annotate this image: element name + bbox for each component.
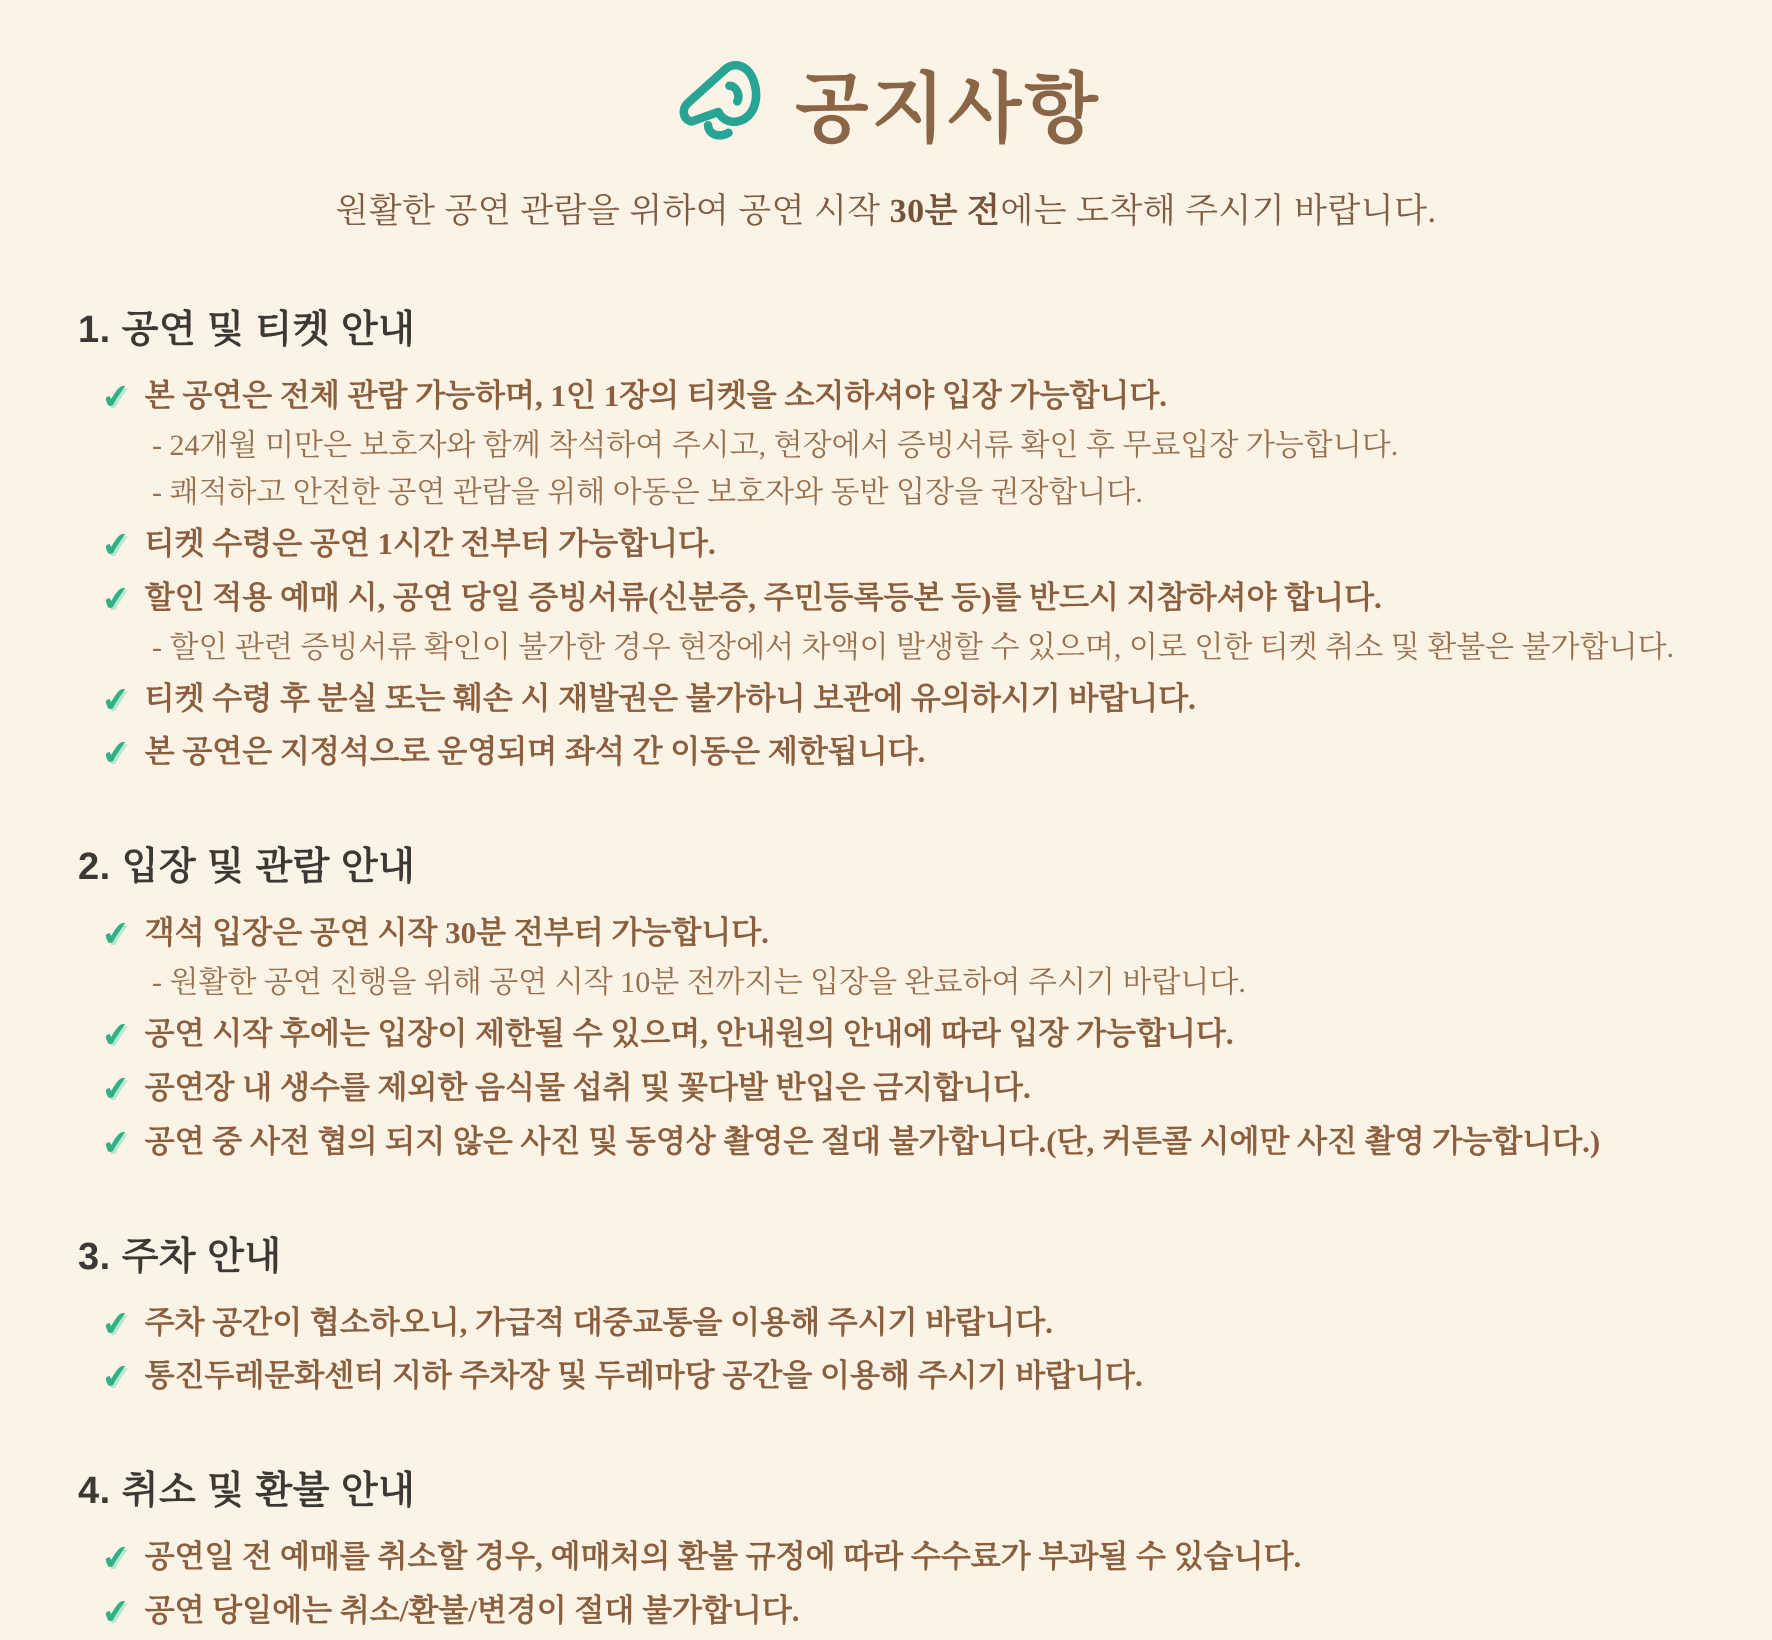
item-text: 공연 당일에는 취소/환불/변경이 절대 불가합니다. <box>144 1593 800 1629</box>
item-row <box>102 373 1694 421</box>
list-item <box>102 1119 1694 1167</box>
check-icon: ✔ <box>100 579 131 620</box>
item-row <box>102 1300 1694 1348</box>
list-item <box>102 1588 1694 1636</box>
subtitle <box>78 183 1694 232</box>
notice-section <box>78 1459 1694 1636</box>
item-row <box>102 1353 1694 1401</box>
item-text: 티켓 수령 후 분실 또는 훼손 시 재발권은 불가하니 보관에 유의하시기 바랍니다. <box>144 680 1196 716</box>
megaphone-icon <box>671 51 775 155</box>
item-list <box>78 910 1694 1166</box>
item-row <box>102 1119 1694 1167</box>
list-item <box>102 1065 1694 1113</box>
check-icon: ✔ <box>100 680 131 721</box>
item-text: 통진두레문화센터 지하 주차장 및 두레마당 공간을 이용해 주시기 바랍니다. <box>144 1358 1143 1394</box>
check-icon: ✔ <box>100 1358 131 1399</box>
item-text: 본 공연은 전체 관람 가능하며, 1인 1장의 티켓을 소지하셔야 입장 가능합니다. <box>144 378 1168 413</box>
subtitle-text-bold: 30분 전 <box>889 193 1001 230</box>
check-icon: ✔ <box>100 1593 131 1634</box>
notice-section <box>78 1225 1694 1402</box>
check-icon: ✔ <box>100 378 131 418</box>
subtitle-text-prefix: 원활한 공연 관람을 위하여 공연 시작 <box>335 193 890 230</box>
list-item <box>102 521 1694 569</box>
item-row <box>102 521 1694 569</box>
item-text: 공연일 전 예매를 취소할 경우, 예매처의 환불 규정에 따라 수수료가 부과될 수 있습니다. <box>144 1539 1302 1575</box>
page-header <box>78 48 1694 157</box>
item-text: 주차 공간이 협소하오니, 가급적 대중교통을 이용해 주시기 바랍니다. <box>144 1304 1053 1340</box>
section-heading: 4. 취소 및 환불 안내 <box>78 1470 416 1513</box>
item-row <box>102 910 1694 958</box>
check-icon: ✔ <box>100 1016 131 1056</box>
list-item <box>102 729 1694 777</box>
item-text: 티켓 수령은 공연 1시간 전부터 가능합니다. <box>144 525 716 561</box>
list-item <box>102 1300 1694 1348</box>
item-row <box>102 729 1694 777</box>
item-row <box>102 1011 1694 1059</box>
item-row <box>102 1534 1694 1582</box>
item-list <box>78 1300 1694 1402</box>
item-text: 공연장 내 생수를 제외한 음식물 섭취 및 꽃다발 반입은 금지합니다. <box>144 1069 1031 1105</box>
item-row <box>102 575 1694 623</box>
section-heading: 2. 입장 및 관람 안내 <box>78 846 416 889</box>
sub-item: - 쾌적하고 안전한 공연 관람을 위해 아동은 보호자와 동반 입장을 권장합니다. <box>152 475 1143 509</box>
item-text: 객석 입장은 공연 시작 30분 전부터 가능합니다. <box>144 915 769 951</box>
notice-section <box>78 835 1694 1166</box>
item-row <box>102 1065 1694 1113</box>
check-icon: ✔ <box>100 915 131 956</box>
subtitle-text-suffix: 에는 도착해 주시기 바랍니다. <box>1000 193 1437 230</box>
item-list <box>78 1534 1694 1636</box>
check-icon: ✔ <box>100 525 131 566</box>
list-item <box>102 373 1694 515</box>
list-item <box>102 910 1694 1005</box>
item-text: 할인 적용 예매 시, 공연 당일 증빙서류(신분증, 주민등록등본 등)를 반드시 지참하셔야 합니다. <box>144 579 1382 615</box>
notice-section <box>78 298 1694 777</box>
sub-item: - 24개월 미만은 보호자와 함께 착석하여 주시고, 현장에서 증빙서류 확인 후 무료입장 가능합니다. <box>152 428 1399 462</box>
item-text: 공연 중 사전 협의 되지 않은 사진 및 동영상 촬영은 절대 불가합니다.(단, 커튼콜 시에만 사진 촬영 가능합니다.) <box>144 1123 1601 1159</box>
check-icon: ✔ <box>100 1069 131 1110</box>
sections-container <box>78 298 1694 1636</box>
check-icon: ✔ <box>100 1539 131 1580</box>
item-text: 공연 시작 후에는 입장이 제한될 수 있으며, 안내원의 안내에 따라 입장 가능합니다. <box>144 1016 1234 1052</box>
section-heading: 3. 주차 안내 <box>78 1235 282 1278</box>
item-list <box>78 373 1694 777</box>
section-heading: 1. 공연 및 티켓 안내 <box>78 309 416 351</box>
check-icon: ✔ <box>100 1304 131 1345</box>
item-row <box>102 676 1694 724</box>
sub-item: - 할인 관련 증빙서류 확인이 불가한 경우 현장에서 차액이 발생할 수 있으며, 이로 인한 티켓 취소 및 환불은 불가합니다. <box>152 630 1675 664</box>
page-title: 공지사항 <box>795 67 1101 152</box>
check-icon: ✔ <box>100 734 131 775</box>
list-item <box>102 1534 1694 1582</box>
list-item <box>102 575 1694 670</box>
list-item <box>102 1011 1694 1059</box>
item-text: 본 공연은 지정석으로 운영되며 좌석 간 이동은 제한됩니다. <box>144 734 926 770</box>
sub-item: - 원활한 공연 진행을 위해 공연 시작 10분 전까지는 입장을 완료하여 주시기 바랍니다. <box>152 966 1246 1000</box>
item-row <box>102 1588 1694 1636</box>
list-item <box>102 1353 1694 1401</box>
check-icon: ✔ <box>100 1123 131 1164</box>
list-item <box>102 676 1694 724</box>
